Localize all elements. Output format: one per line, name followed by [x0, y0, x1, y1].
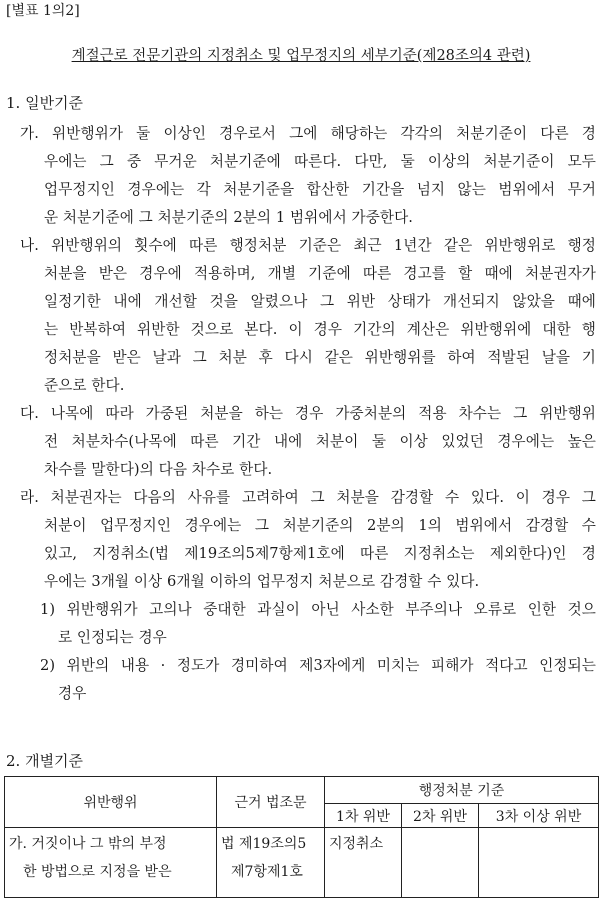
paragraph-line: 업무정지인 경우에는 각 처분기준을 합산한 기간을 넘지 않는 범위에서 무거 — [44, 181, 596, 198]
table-row — [5, 828, 599, 898]
paragraph-line: 있고, 지정취소(법 제19조의5제7항제1호에 따른 지정취소는 제외한다)인 경 — [44, 545, 596, 562]
paragraph-line: 우에는 3개월 이상 6개월 이하의 업무정지 처분으로 감경할 수 있다. — [44, 573, 480, 590]
penalty-criteria-table — [4, 776, 599, 898]
paragraph-line: 처분을 받은 경우에 적용하며, 개별 기준에 따른 경고를 할 때에 처분권자가 — [44, 265, 596, 282]
paragraph-line: 전 처분차수(나목에 따른 기간 내에 처분이 둘 이상 있었던 경우에는 높은 — [44, 433, 596, 450]
annex-label: [별표 1의2] — [6, 3, 80, 19]
paragraph-line: 정처분을 받은 날과 그 처분 후 다시 같은 위반행위를 하여 적발된 날을 기 — [44, 349, 596, 366]
cell-line: 한 방법으로 지정을 받은 — [23, 864, 172, 880]
header-violation: 위반행위 — [5, 777, 217, 828]
section-heading-individual: 2. 개별기준 — [6, 752, 84, 770]
paragraph-line: 처분이 업무정지인 경우에는 그 처분기준의 2분의 1의 범위에서 감경할 수 — [44, 517, 596, 534]
paragraph-line: 로 인정되는 경우 — [58, 629, 167, 646]
header-third-violation: 3차 이상 위반 — [479, 804, 599, 828]
cell-legal-basis — [217, 828, 325, 898]
cell-second-violation — [402, 828, 479, 898]
header-legal-basis: 근거 법조문 — [217, 777, 325, 828]
paragraph-line: 일정기한 내에 개선할 것을 알렸으나 그 위반 상태가 개선되지 않았을 때에 — [44, 293, 596, 310]
paragraph-line: 준으로 한다. — [44, 377, 125, 394]
paragraph-line: 차수를 말한다)의 다음 차수로 한다. — [44, 461, 273, 478]
paragraph-line: 는 반복하여 위반한 것으로 본다. 이 경우 기간의 계산은 위반행위에 대한 행 — [44, 321, 596, 338]
cell-line: 가. 거짓이나 그 밖의 부정 — [9, 836, 167, 852]
paragraph-line: 다. 나목에 따라 가중된 처분을 하는 경우 가중처분의 적용 차수는 그 위반행위 — [20, 405, 596, 422]
section-heading-general: 1. 일반기준 — [6, 94, 84, 112]
paragraph-line: 1) 위반행위가 고의나 중대한 과실이 아닌 사소한 부주의나 오류로 인한 것으 — [40, 601, 596, 618]
paragraph-line: 운 처분기준에 그 처분기준의 2분의 1 범위에서 가중한다. — [44, 209, 414, 226]
paragraph-line: 라. 처분권자는 다음의 사유를 고려하여 그 처분을 감경할 수 있다. 이 경우 그 — [20, 489, 596, 506]
cell-first-violation: 지정취소 — [325, 828, 402, 898]
paragraph-line: 2) 위반의 내용 · 정도가 경미하여 제3자에게 미치는 피해가 적다고 인정되는 — [40, 657, 596, 674]
cell-line: 법 제19조의5 — [221, 836, 307, 852]
paragraph-line: 우에는 그 중 무거운 처분기준에 따른다. 다만, 둘 이상의 처분기준이 모두 — [44, 153, 596, 170]
header-penalty-criteria: 행정처분 기준 — [325, 777, 599, 804]
header-second-violation: 2차 위반 — [402, 804, 479, 828]
cell-violation — [5, 828, 217, 898]
paragraph-line: 가. 위반행위가 둘 이상인 경우로서 그에 해당하는 각각의 처분기준이 다른 경 — [20, 125, 596, 142]
document-title: 계절근로 전문기관의 지정취소 및 업무정지의 세부기준(제28조의4 관련) — [71, 48, 531, 64]
cell-line: 제7항제1호 — [231, 864, 303, 880]
cell-third-violation — [479, 828, 599, 898]
paragraph-line: 경우 — [58, 685, 87, 702]
header-first-violation: 1차 위반 — [325, 804, 402, 828]
paragraph-line: 나. 위반행위의 횟수에 따른 행정처분 기준은 최근 1년간 같은 위반행위로 행정 — [20, 237, 596, 254]
